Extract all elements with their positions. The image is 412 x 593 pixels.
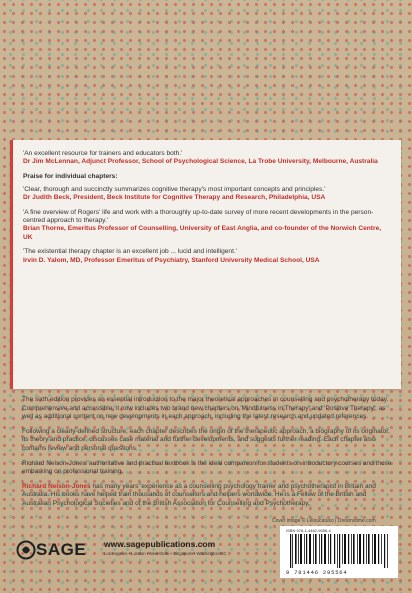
barcode-number: 9 781446 295564 — [286, 569, 348, 576]
praise-heading: Praise for individual chapters: — [23, 172, 118, 180]
description-paragraph: The sixth edition provides an essential introduction to the major theoretical approaches in counselling and psychotherapy today. Comprehensive and accessible, it now includes two brand new chapters on 'Mindfulness in Therapy' and 'Positive Therapy', as well as additional content on new developments in each approach, including the latest research and updated references. — [22, 396, 389, 421]
publisher-url: www.sagepublications.com — [104, 539, 216, 549]
chapter-quote-attribution: Irvin D. Yalom, MD, Professor Emeritus of Psychiatry, Stanford University Medical School, USA — [23, 256, 320, 264]
endorsement-attribution: Dr Jim McLennan, Adjunct Professor, School of Psychological Science, La Trobe University, Melbourne, Australia — [23, 158, 378, 166]
isbn-label: ISBN 978-1-4462-9556-4 — [286, 528, 331, 533]
barcode-icon — [290, 534, 390, 568]
publisher-cities: Los Angeles • London • New Delhi • Singapore • Washington DC — [104, 551, 227, 556]
description-paragraph: Richard Nelson-Jones' authoritative and practical textbook is the ideal companion for students on introductory courses and those embarking on professional training. — [22, 459, 392, 476]
description-paragraph: Following a clearly-defined structure, each chapter describes the origin of the therapeutic approach, a biography of its originator, its theory and practice, discusses case material and further developments, and suggests further reading. Each chapter also contains review and personal questions. — [22, 427, 390, 452]
author-bio-text: has many years' experience as a counselling psychology trainer and psychotherapist in Britain and Australia. His books have helped train thousands of counsellors and helpers worldwide. He is a Fellow of the British and Australian Psychological Societies and of the British Association for Counselling and Psychotherapy. — [22, 482, 376, 507]
chapter-quote: 'A fine overview of Rogers' life and work with a thoroughly up-to-date survey of more recent developments in the person-centred approach to therapy.' — [23, 208, 374, 225]
book-description — [22, 396, 392, 515]
author-name: Richard Nelson-Jones — [22, 482, 91, 490]
chapter-quote-attribution: Brian Thorne, Emeritus Professor of Counselling, University of East Anglia, and co-founder of the Norwich Centre, UK — [23, 225, 382, 241]
chapter-quote: 'The existential therapy chapter is an excellent job ... lucid and intelligent.' — [23, 248, 238, 256]
cover-pattern — [0, 0, 412, 140]
chapter-quote-attribution: Dr Judith Beck, President, Beck Institute for Cognitive Therapy and Research, Philadelphia, USA — [23, 194, 326, 202]
author-bio — [22, 483, 392, 509]
endorsement-quote: 'An excellent resource for trainers and educators both.' — [23, 150, 183, 157]
publisher-name: SAGE — [36, 540, 87, 559]
chapter-quote: 'Clear, thorough and succinctly summarizes cognitive therapy's most important concepts and principles.' — [23, 185, 326, 193]
endorsements-panel — [10, 140, 401, 389]
sage-logo-icon — [16, 540, 36, 560]
cover-image-credit: Cover image © Leloucatuso | Dreamstime.com — [272, 518, 376, 524]
